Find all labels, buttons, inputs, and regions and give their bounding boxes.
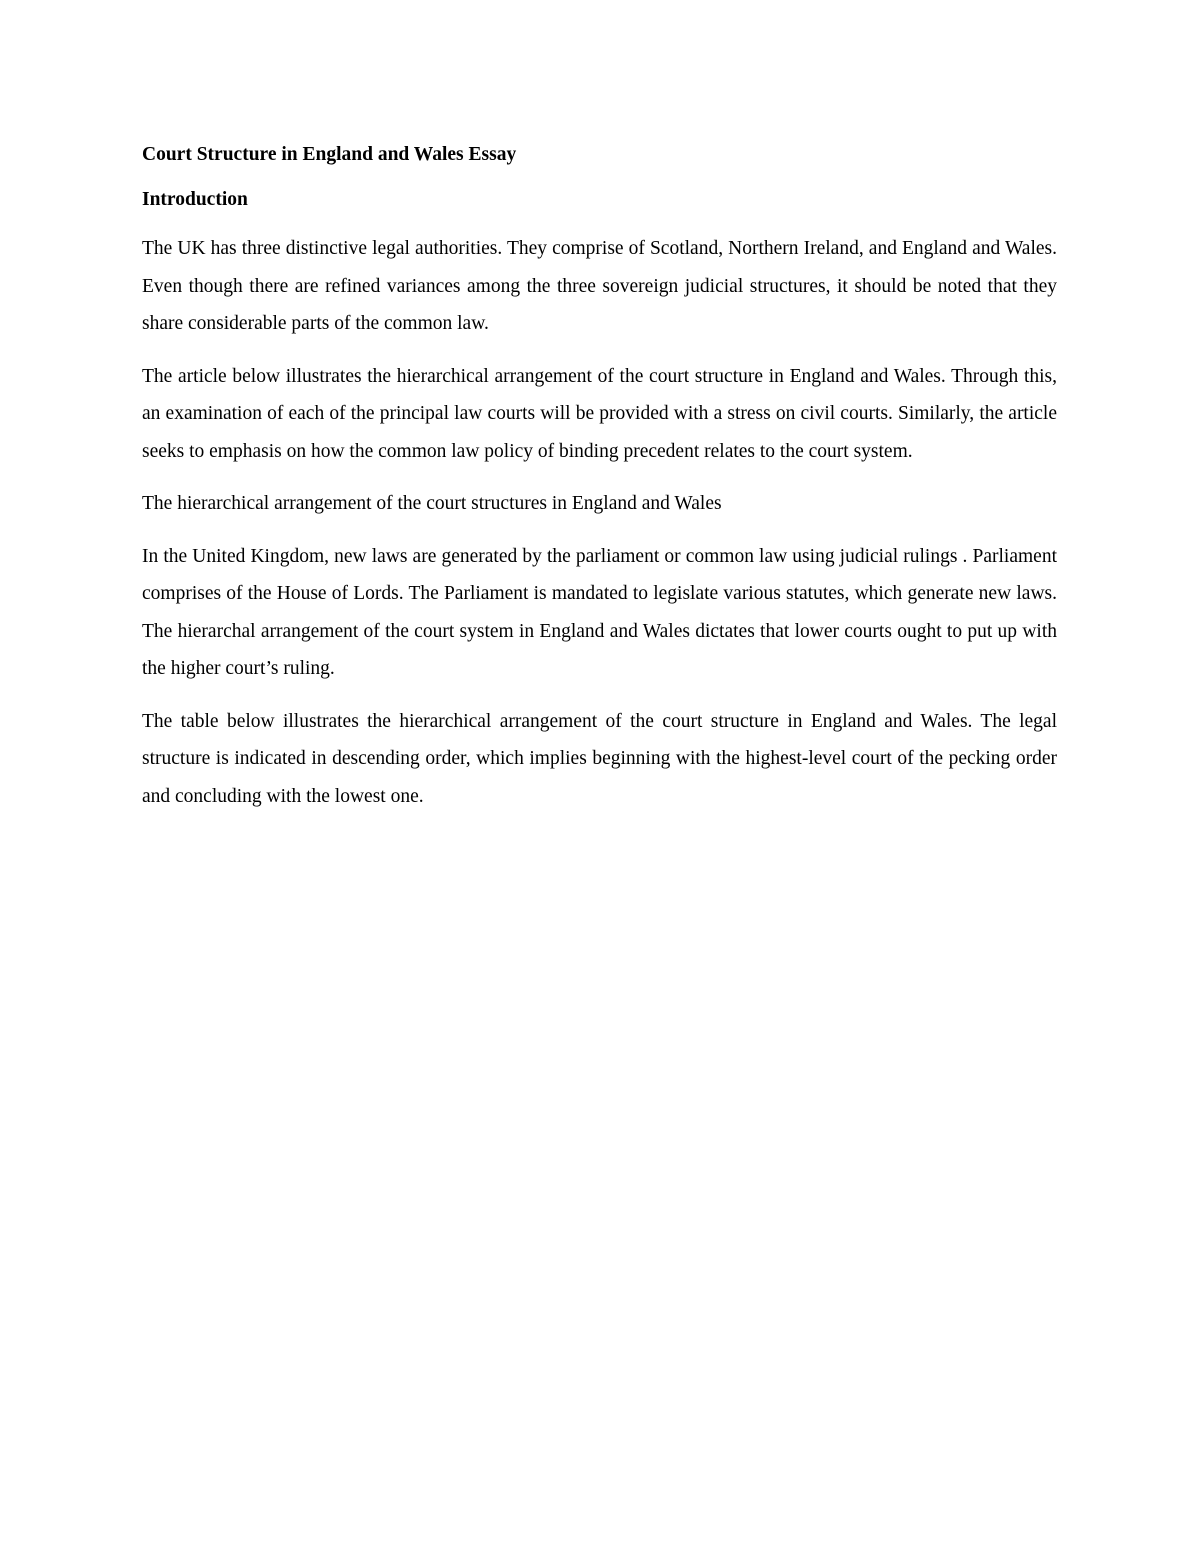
document-title: Court Structure in England and Wales Essay <box>142 144 517 165</box>
paragraph-table-intro: The table below illustrates the hierarchical arrangement of the court structure in England and Wales. The legal structure is indicated in descending order, which implies beginning with the highest-level court of the pecking order and concluding with the lowest one. <box>142 710 1057 807</box>
section-heading-introduction: Introduction <box>142 189 248 210</box>
subheading-hierarchical-arrangement: The hierarchical arrangement of the court structures in England and Wales <box>142 493 722 514</box>
paragraph-legal-authorities: The UK has three distinctive legal authorities. They comprise of Scotland, Northern Ireland, and England and Wales. Even though there are refined variances among the three sovereign judicial structures, it should be noted that they share considerable parts of the common law. <box>142 238 1057 334</box>
paragraph-article-overview: The article below illustrates the hierarchical arrangement of the court structure in England and Wales. Through this, an examination of each of the principal law courts will be provided with a stress on civil courts. Similarly, the article seeks to emphasis on how the common law policy of binding precedent relates to the court system. <box>142 365 1057 462</box>
paragraph-new-laws: In the United Kingdom, new laws are generated by the parliament or common law using judicial rulings . Parliament comprises of the House of Lords. The Parliament is mandated to legislate various statutes, which generate new laws. The hierarchal arrangement of the court system in England and Wales dictates that lower courts ought to put up with the higher court’s ruling. <box>142 545 1057 679</box>
document-body <box>142 140 1057 830</box>
